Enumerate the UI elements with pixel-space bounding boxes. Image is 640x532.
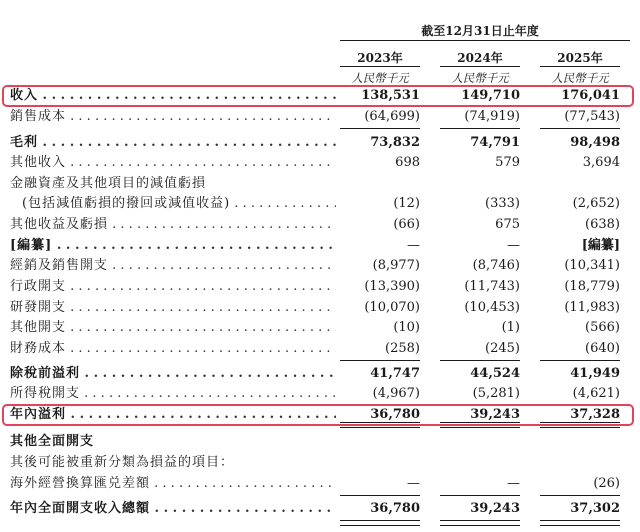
period-header: 截至12月31日止年度: [421, 24, 539, 38]
value-2025: [編纂]: [581, 238, 620, 253]
table-row-finance-costs: [0, 339, 640, 359]
value-2023: —: [407, 476, 420, 491]
table-row-reclassify-heading: [0, 453, 640, 473]
table-row-profit-before-tax: [0, 364, 640, 384]
value-2023: (13,390): [364, 279, 420, 294]
value-2025: 37,328: [570, 407, 620, 422]
unit-label: 人民幣千元: [551, 71, 609, 85]
value-2024: 44,524: [470, 366, 520, 381]
value-2024: (11,743): [464, 279, 520, 294]
row-label: 其他全面開支: [10, 434, 95, 449]
row-label: 行政開支 . . .: [10, 277, 336, 297]
row-label: 其他收入 . . .: [10, 153, 336, 173]
row-label: 收入 . . .: [10, 86, 336, 106]
row-label: (包括減值虧損的撥回或減值收益) . . .: [22, 194, 336, 214]
row-label: [編纂] . . .: [10, 236, 336, 256]
value-2025: (4,621): [572, 386, 620, 401]
value-2024: (1): [501, 320, 520, 335]
value-2024: 149,710: [461, 88, 520, 103]
table-row-revenue: [0, 86, 640, 106]
period-underline: [340, 40, 630, 41]
subtotal-rule: [540, 128, 620, 129]
row-label: 海外經營換算匯兑差額 . . .: [10, 474, 336, 494]
value-2024: —: [507, 238, 520, 253]
row-label: 金融資產及其他項目的減值虧損: [10, 176, 207, 191]
value-2025: (566): [585, 320, 620, 335]
table-row-oci-heading: [0, 432, 640, 452]
row-label: 研發開支 . . .: [10, 298, 336, 318]
value-2025: (18,779): [564, 279, 620, 294]
value-2023: (10,070): [364, 300, 420, 315]
value-2023: (64,699): [364, 109, 420, 124]
value-2025: (2,652): [572, 196, 620, 211]
value-2023: (4,967): [372, 386, 420, 401]
value-2025: 3,694: [582, 155, 620, 170]
year-underline: [340, 66, 420, 67]
value-2025: 98,498: [570, 135, 620, 150]
row-label: 除稅前溢利 . . .: [10, 364, 336, 384]
table-row-income-tax: [0, 384, 640, 404]
table-row-fx-translation: [0, 474, 640, 494]
value-2023: (66): [393, 217, 420, 232]
value-2025: (77,543): [564, 109, 620, 124]
table-row-other-gains-losses: [0, 215, 640, 235]
value-2025: 176,041: [561, 88, 620, 103]
value-2025: 37,302: [570, 501, 620, 516]
table-row-redacted: [0, 236, 640, 256]
value-2024: (245): [485, 341, 520, 356]
value-2023: —: [407, 238, 420, 253]
value-2023: 36,780: [370, 501, 420, 516]
total-double-rule: [540, 422, 620, 428]
value-2024: 579: [495, 155, 520, 170]
table-row-administrative: [0, 277, 640, 297]
table-row-impairment: [0, 194, 640, 214]
year-header-2025: 2025年: [557, 51, 603, 65]
subtotal-rule: [440, 495, 520, 496]
value-2023: 698: [395, 155, 420, 170]
value-2024: 39,243: [470, 501, 520, 516]
value-2023: 73,832: [370, 135, 420, 150]
total-double-rule: [540, 520, 620, 526]
value-2024: (10,453): [464, 300, 520, 315]
total-double-rule: [440, 520, 520, 526]
subtotal-rule: [340, 128, 420, 129]
subtotal-rule: [540, 495, 620, 496]
value-2024: (5,281): [472, 386, 520, 401]
value-2025: (638): [585, 217, 620, 232]
table-row-cost-of-sales: [0, 107, 640, 127]
value-2023: 36,780: [370, 407, 420, 422]
table-row-rnd: [0, 298, 640, 318]
value-2024: (8,746): [472, 258, 520, 273]
value-2023: (10): [393, 320, 420, 335]
subtotal-rule: [440, 360, 520, 361]
year-underline: [440, 66, 520, 67]
value-2023: 138,531: [361, 88, 420, 103]
table-row-gross-profit: [0, 133, 640, 153]
value-2023: (12): [393, 196, 420, 211]
total-double-rule: [340, 422, 420, 428]
row-label: 財務成本 . . .: [10, 339, 336, 359]
total-double-rule: [340, 520, 420, 526]
subtotal-rule: [440, 128, 520, 129]
value-2023: (8,977): [372, 258, 420, 273]
table-row-total-comprehensive: [0, 499, 640, 519]
value-2024: (74,919): [464, 109, 520, 124]
row-label: 毛利 . . .: [10, 133, 336, 153]
row-label: 經銷及銷售開支 . . .: [10, 256, 336, 276]
value-2024: 74,791: [470, 135, 520, 150]
total-double-rule: [440, 422, 520, 428]
value-2025: (11,983): [564, 300, 620, 315]
value-2024: (333): [485, 196, 520, 211]
year-underline: [540, 66, 620, 67]
table-row-other-expenses: [0, 318, 640, 338]
year-header-2024: 2024年: [457, 51, 503, 65]
unit-label: 人民幣千元: [451, 71, 509, 85]
year-header-2023: 2023年: [357, 51, 403, 65]
table-row-impairment-heading: [0, 174, 640, 194]
value-2023: 41,747: [370, 366, 420, 381]
row-label: 年內溢利 . . .: [10, 405, 336, 425]
value-2025: (10,341): [564, 258, 620, 273]
subtotal-rule: [340, 360, 420, 361]
value-2024: 675: [495, 217, 520, 232]
row-label: 年內全面開支收入總額 . . .: [10, 499, 336, 519]
unit-label: 人民幣千元: [351, 71, 409, 85]
subtotal-rule: [340, 495, 420, 496]
table-row-distribution-selling: [0, 256, 640, 276]
value-2024: —: [507, 476, 520, 491]
value-2025: (640): [585, 341, 620, 356]
table-row-other-income: [0, 153, 640, 173]
row-label: 其他開支 . . .: [10, 318, 336, 338]
value-2024: 39,243: [470, 407, 520, 422]
subtotal-rule: [540, 360, 620, 361]
value-2023: (258): [385, 341, 420, 356]
row-label: 其後可能被重新分類為損益的項目：: [10, 455, 235, 470]
row-label: 所得稅開支 . . .: [10, 384, 336, 404]
value-2025: 41,949: [570, 366, 620, 381]
row-label: 銷售成本 . . .: [10, 107, 336, 127]
row-label: 其他收益及虧損 . . .: [10, 215, 336, 235]
value-2025: (26): [593, 476, 620, 491]
